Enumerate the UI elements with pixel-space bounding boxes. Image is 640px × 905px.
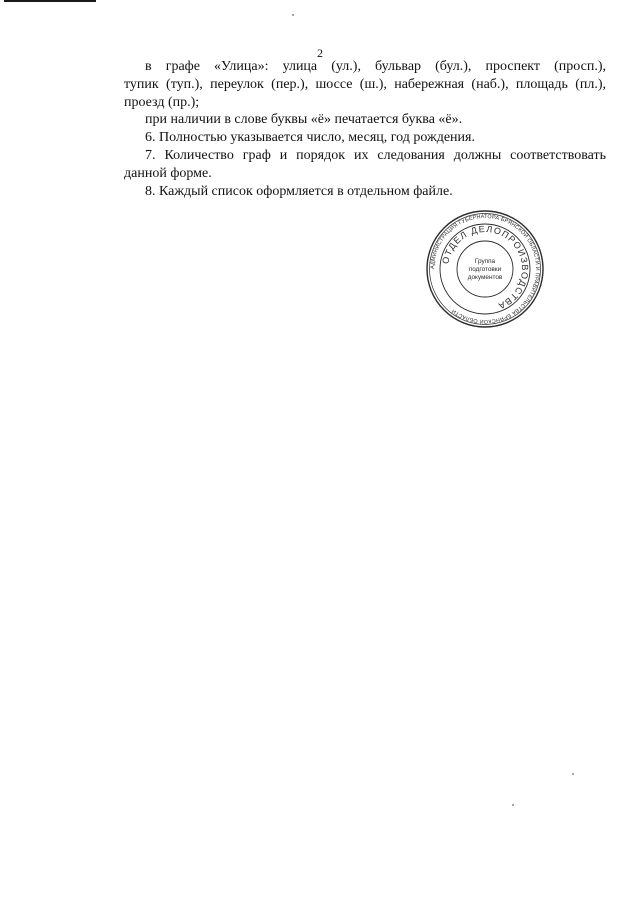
scan-speck — [572, 773, 574, 775]
body-line: 6. Полностью указывается число, месяц, год рождения. — [145, 130, 475, 146]
stamp-center-line: документов — [467, 274, 503, 281]
stamp-department-text: ОТДЕЛ ДЕЛОПРОИЗВОДСТВА — [440, 223, 531, 312]
page-number: 2 — [317, 46, 323, 60]
stamp-outer-text: АДМИНИСТРАЦИЯ ГУБЕРНАТОРА БРЯНСКОЙ ОБЛАСТИ И ПРАВИТЕЛЬСТВА БРЯНСКОЙ ОБЛАСТИ — [429, 213, 541, 325]
stamp-center-line: Группа — [474, 258, 496, 265]
body-line: при наличии в слове буквы «ё» печатается буква «ё». — [145, 112, 463, 128]
body-line: тупик (туп.), переулок (пер.), шоссе (ш.), набережная (наб.), площадь (пл.), — [124, 76, 606, 92]
stamp-center-line: подготовки — [468, 266, 502, 273]
scan-speck — [512, 804, 514, 806]
official-round-stamp — [424, 208, 546, 330]
body-line: данной форме. — [124, 165, 212, 181]
body-line: проезд (пр.); — [124, 94, 200, 110]
body-line: 8. Каждый список оформляется в отдельном файле. — [145, 183, 453, 199]
body-line: в графе «Улица»: улица (ул.), бульвар (бул.), проспект (просп.), — [145, 59, 606, 74]
document-body — [124, 58, 606, 200]
scan-speck — [292, 14, 294, 16]
scan-corner-mark — [0, 0, 100, 4]
body-line: 7. Количество граф и порядок их следования должны соответствовать — [145, 147, 606, 163]
